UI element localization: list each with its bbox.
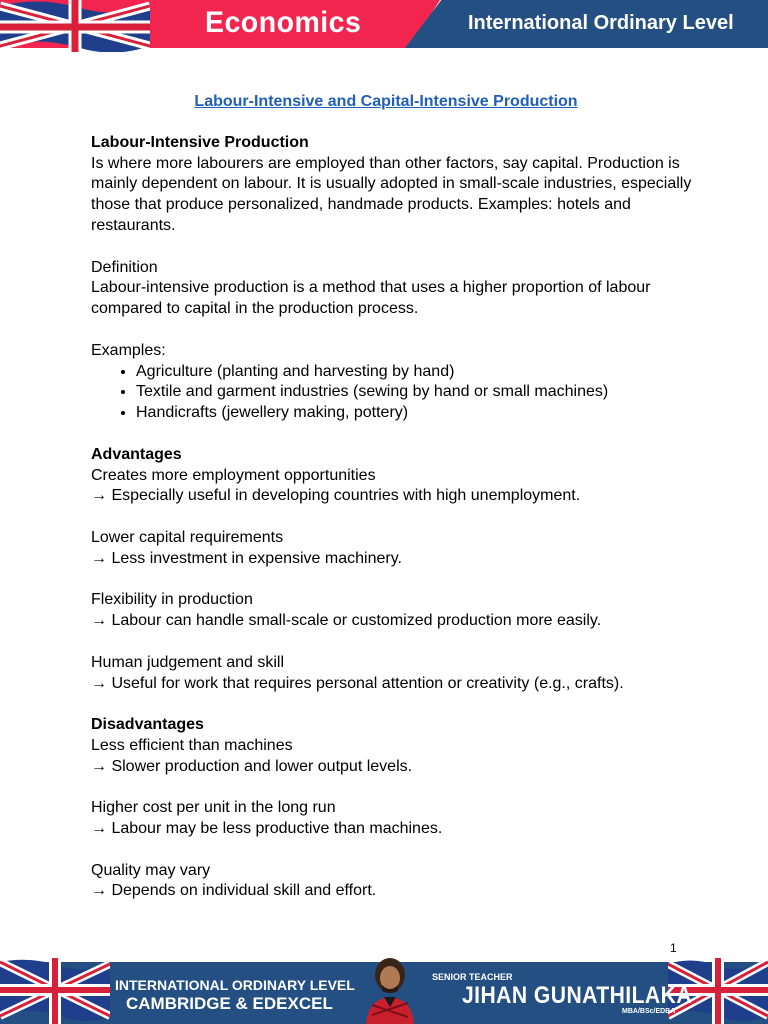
disadvantage-detail: → Slower production and lower output levels.: [91, 757, 413, 775]
footer-line2: CAMBRIDGE & EDEXCEL: [126, 994, 333, 1013]
advantage-detail: → Especially useful in developing countries with high unemployment.: [91, 487, 581, 505]
uk-flag-icon: [0, 0, 150, 52]
document-body: [91, 92, 711, 902]
section-heading-labour-intensive: Labour-Intensive Production: [91, 133, 309, 151]
examples-list: [91, 362, 711, 424]
definition-heading: Definition: [91, 258, 158, 276]
document-title: Labour-Intensive and Capital-Intensive Production: [194, 93, 578, 110]
section-body-labour-intensive: Is where more labourers are employed than other factors, say capital. Production is mainly dependent on labour. It is usually adopted in small-scale industries, especially those that produce personalized, handmade products. Examples: hotels and restaurants.: [91, 154, 692, 234]
disadvantage-point: Less efficient than machines: [91, 736, 293, 754]
list-item: • Textile and garment industries (sewing by hand or small machines): [136, 382, 711, 403]
advantage-point: Human judgement and skill: [91, 653, 284, 671]
page-number: 1: [670, 941, 677, 955]
advantage-detail: → Labour can handle small-scale or customized production more easily.: [91, 612, 602, 630]
footer-degrees: MBA/BSc/EDBA: [622, 1008, 676, 1015]
advantage-detail: → Less investment in expensive machinery.: [91, 549, 402, 567]
disadvantages-heading: Disadvantages: [91, 716, 204, 734]
header-subtitle: International Ordinary Level: [468, 12, 734, 34]
uk-flag-icon: [0, 958, 110, 1024]
footer-teacher-name: JIHAN GUNATHILAKA: [462, 982, 693, 1009]
list-item: • Agriculture (planting and harvesting by hand): [136, 362, 711, 383]
advantage-detail: → Useful for work that requires personal attention or creativity (e.g., crafts).: [91, 674, 624, 692]
disadvantage-point: Higher cost per unit in the long run: [91, 799, 336, 817]
advantage-point: Lower capital requirements: [91, 528, 284, 546]
list-item: • Handicrafts (jewellery making, pottery): [136, 403, 711, 424]
advantage-point: Creates more employment opportunities: [91, 466, 376, 484]
disadvantage-detail: → Depends on individual skill and effort.: [91, 882, 377, 900]
definition-body: Labour-intensive production is a method that uses a higher proportion of labour compared to capital in the production process.: [91, 279, 651, 318]
teacher-photo: [358, 955, 422, 1024]
advantage-point: Flexibility in production: [91, 591, 253, 609]
disadvantage-detail: → Labour may be less productive than machines.: [91, 820, 443, 838]
disadvantage-point: Quality may vary: [91, 861, 211, 879]
header-banner: [0, 0, 768, 52]
advantages-heading: Advantages: [91, 445, 182, 463]
examples-heading: Examples:: [91, 341, 166, 359]
header-title: Economics: [205, 6, 362, 39]
footer-line1: INTERNATIONAL ORDINARY LEVEL: [115, 977, 355, 993]
footer-senior-label: SENIOR TEACHER: [432, 972, 513, 982]
